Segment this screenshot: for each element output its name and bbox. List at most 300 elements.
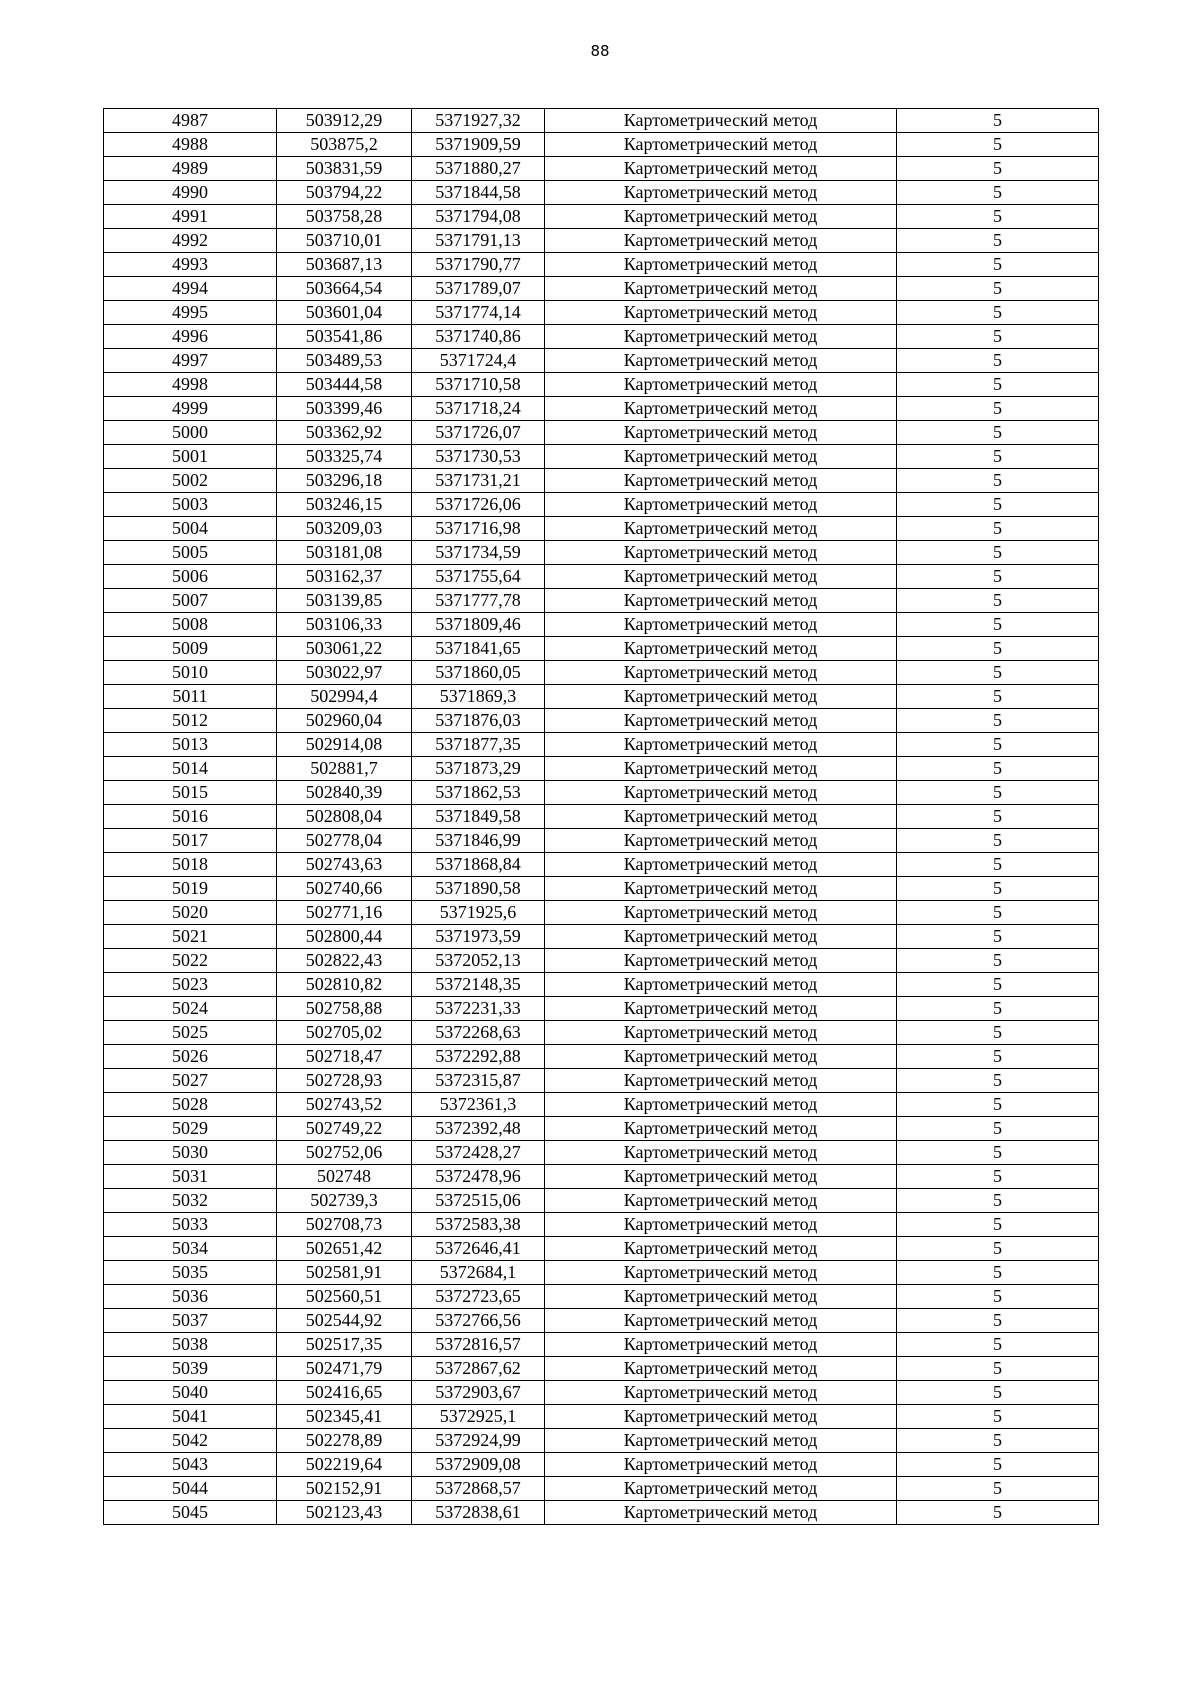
y-coordinate-cell: 5372838,61 — [412, 1501, 545, 1525]
point-number-cell: 5012 — [104, 709, 277, 733]
y-coordinate-cell: 5372867,62 — [412, 1357, 545, 1381]
x-coordinate-cell: 503362,92 — [277, 421, 412, 445]
accuracy-cell: 5 — [897, 661, 1099, 685]
y-coordinate-cell: 5371731,21 — [412, 469, 545, 493]
x-coordinate-cell: 502740,66 — [277, 877, 412, 901]
point-number-cell: 4991 — [104, 205, 277, 229]
point-number-cell: 5024 — [104, 997, 277, 1021]
accuracy-cell: 5 — [897, 589, 1099, 613]
x-coordinate-cell: 503541,86 — [277, 325, 412, 349]
method-cell: Картометрический метод — [545, 973, 897, 997]
point-number-cell: 4993 — [104, 253, 277, 277]
y-coordinate-cell: 5372478,96 — [412, 1165, 545, 1189]
table-row — [104, 1165, 1099, 1189]
accuracy-cell: 5 — [897, 1045, 1099, 1069]
y-coordinate-cell: 5371844,58 — [412, 181, 545, 205]
x-coordinate-cell: 502748 — [277, 1165, 412, 1189]
accuracy-cell: 5 — [897, 877, 1099, 901]
x-coordinate-cell: 502822,43 — [277, 949, 412, 973]
x-coordinate-cell: 503399,46 — [277, 397, 412, 421]
accuracy-cell: 5 — [897, 517, 1099, 541]
table-row — [104, 685, 1099, 709]
accuracy-cell: 5 — [897, 709, 1099, 733]
method-cell: Картометрический метод — [545, 301, 897, 325]
y-coordinate-cell: 5372723,65 — [412, 1285, 545, 1309]
accuracy-cell: 5 — [897, 325, 1099, 349]
y-coordinate-cell: 5372515,06 — [412, 1189, 545, 1213]
accuracy-cell: 5 — [897, 1477, 1099, 1501]
accuracy-cell: 5 — [897, 565, 1099, 589]
method-cell: Картометрический метод — [545, 613, 897, 637]
x-coordinate-cell: 502771,16 — [277, 901, 412, 925]
x-coordinate-cell: 503022,97 — [277, 661, 412, 685]
accuracy-cell: 5 — [897, 229, 1099, 253]
x-coordinate-cell: 502471,79 — [277, 1357, 412, 1381]
table-row — [104, 469, 1099, 493]
y-coordinate-cell: 5372052,13 — [412, 949, 545, 973]
y-coordinate-cell: 5372583,38 — [412, 1213, 545, 1237]
point-number-cell: 5008 — [104, 613, 277, 637]
accuracy-cell: 5 — [897, 613, 1099, 637]
table-row — [104, 229, 1099, 253]
accuracy-cell: 5 — [897, 469, 1099, 493]
point-number-cell: 5004 — [104, 517, 277, 541]
x-coordinate-cell: 502810,82 — [277, 973, 412, 997]
y-coordinate-cell: 5372428,27 — [412, 1141, 545, 1165]
y-coordinate-cell: 5371890,58 — [412, 877, 545, 901]
y-coordinate-cell: 5371730,53 — [412, 445, 545, 469]
point-number-cell: 5045 — [104, 1501, 277, 1525]
y-coordinate-cell: 5371846,99 — [412, 829, 545, 853]
point-number-cell: 5021 — [104, 925, 277, 949]
method-cell: Картометрический метод — [545, 253, 897, 277]
accuracy-cell: 5 — [897, 1165, 1099, 1189]
x-coordinate-cell: 503139,85 — [277, 589, 412, 613]
method-cell: Картометрический метод — [545, 1189, 897, 1213]
y-coordinate-cell: 5371868,84 — [412, 853, 545, 877]
x-coordinate-cell: 502914,08 — [277, 733, 412, 757]
method-cell: Картометрический метод — [545, 829, 897, 853]
x-coordinate-cell: 502517,35 — [277, 1333, 412, 1357]
x-coordinate-cell: 503875,2 — [277, 133, 412, 157]
x-coordinate-cell: 503831,59 — [277, 157, 412, 181]
method-cell: Картометрический метод — [545, 1453, 897, 1477]
accuracy-cell: 5 — [897, 445, 1099, 469]
table-row — [104, 253, 1099, 277]
x-coordinate-cell: 503209,03 — [277, 517, 412, 541]
table-row — [104, 1261, 1099, 1285]
point-number-cell: 5027 — [104, 1069, 277, 1093]
y-coordinate-cell: 5371726,06 — [412, 493, 545, 517]
method-cell: Картометрический метод — [545, 397, 897, 421]
y-coordinate-cell: 5372231,33 — [412, 997, 545, 1021]
table-row — [104, 949, 1099, 973]
method-cell: Картометрический метод — [545, 661, 897, 685]
accuracy-cell: 5 — [897, 109, 1099, 133]
point-number-cell: 5003 — [104, 493, 277, 517]
y-coordinate-cell: 5371862,53 — [412, 781, 545, 805]
method-cell: Картометрический метод — [545, 685, 897, 709]
x-coordinate-cell: 502219,64 — [277, 1453, 412, 1477]
accuracy-cell: 5 — [897, 1285, 1099, 1309]
x-coordinate-cell: 503912,29 — [277, 109, 412, 133]
point-number-cell: 4988 — [104, 133, 277, 157]
y-coordinate-cell: 5371880,27 — [412, 157, 545, 181]
table-row — [104, 205, 1099, 229]
table-row — [104, 661, 1099, 685]
y-coordinate-cell: 5371809,46 — [412, 613, 545, 637]
x-coordinate-cell: 503794,22 — [277, 181, 412, 205]
accuracy-cell: 5 — [897, 1453, 1099, 1477]
accuracy-cell: 5 — [897, 1213, 1099, 1237]
point-number-cell: 5037 — [104, 1309, 277, 1333]
x-coordinate-cell: 503162,37 — [277, 565, 412, 589]
accuracy-cell: 5 — [897, 301, 1099, 325]
x-coordinate-cell: 502881,7 — [277, 757, 412, 781]
y-coordinate-cell: 5372268,63 — [412, 1021, 545, 1045]
table-row — [104, 781, 1099, 805]
x-coordinate-cell: 502581,91 — [277, 1261, 412, 1285]
y-coordinate-cell: 5371718,24 — [412, 397, 545, 421]
table-row — [104, 997, 1099, 1021]
x-coordinate-cell: 502960,04 — [277, 709, 412, 733]
method-cell: Картометрический метод — [545, 757, 897, 781]
accuracy-cell: 5 — [897, 637, 1099, 661]
y-coordinate-cell: 5372315,87 — [412, 1069, 545, 1093]
y-coordinate-cell: 5372903,67 — [412, 1381, 545, 1405]
table-row — [104, 925, 1099, 949]
point-number-cell: 5010 — [104, 661, 277, 685]
x-coordinate-cell: 503246,15 — [277, 493, 412, 517]
x-coordinate-cell: 503687,13 — [277, 253, 412, 277]
method-cell: Картометрический метод — [545, 181, 897, 205]
method-cell: Картометрический метод — [545, 1141, 897, 1165]
table-row — [104, 1405, 1099, 1429]
method-cell: Картометрический метод — [545, 349, 897, 373]
method-cell: Картометрический метод — [545, 445, 897, 469]
x-coordinate-cell: 503710,01 — [277, 229, 412, 253]
y-coordinate-cell: 5372646,41 — [412, 1237, 545, 1261]
y-coordinate-cell: 5371909,59 — [412, 133, 545, 157]
y-coordinate-cell: 5372766,56 — [412, 1309, 545, 1333]
method-cell: Картометрический метод — [545, 517, 897, 541]
table-row — [104, 1501, 1099, 1525]
table-row — [104, 1453, 1099, 1477]
point-number-cell: 5034 — [104, 1237, 277, 1261]
table-row — [104, 1141, 1099, 1165]
method-cell: Картометрический метод — [545, 1501, 897, 1525]
y-coordinate-cell: 5372392,48 — [412, 1117, 545, 1141]
method-cell: Картометрический метод — [545, 1165, 897, 1189]
table-row — [104, 109, 1099, 133]
point-number-cell: 5017 — [104, 829, 277, 853]
y-coordinate-cell: 5371876,03 — [412, 709, 545, 733]
table-row — [104, 157, 1099, 181]
accuracy-cell: 5 — [897, 1501, 1099, 1525]
table-row — [104, 877, 1099, 901]
table-row — [104, 1237, 1099, 1261]
y-coordinate-cell: 5371791,13 — [412, 229, 545, 253]
accuracy-cell: 5 — [897, 1429, 1099, 1453]
point-number-cell: 5000 — [104, 421, 277, 445]
point-number-cell: 5016 — [104, 805, 277, 829]
table-row — [104, 613, 1099, 637]
method-cell: Картометрический метод — [545, 1285, 897, 1309]
table-row — [104, 445, 1099, 469]
method-cell: Картометрический метод — [545, 853, 897, 877]
table-row — [104, 301, 1099, 325]
point-number-cell: 5029 — [104, 1117, 277, 1141]
accuracy-cell: 5 — [897, 781, 1099, 805]
y-coordinate-cell: 5371794,08 — [412, 205, 545, 229]
table-row — [104, 397, 1099, 421]
method-cell: Картометрический метод — [545, 1405, 897, 1429]
x-coordinate-cell: 502743,63 — [277, 853, 412, 877]
accuracy-cell: 5 — [897, 181, 1099, 205]
y-coordinate-cell: 5372868,57 — [412, 1477, 545, 1501]
method-cell: Картометрический метод — [545, 1021, 897, 1045]
method-cell: Картометрический метод — [545, 1069, 897, 1093]
x-coordinate-cell: 502840,39 — [277, 781, 412, 805]
table-row — [104, 1357, 1099, 1381]
accuracy-cell: 5 — [897, 1261, 1099, 1285]
y-coordinate-cell: 5371724,4 — [412, 349, 545, 373]
accuracy-cell: 5 — [897, 1381, 1099, 1405]
accuracy-cell: 5 — [897, 973, 1099, 997]
x-coordinate-cell: 502728,93 — [277, 1069, 412, 1093]
point-number-cell: 5030 — [104, 1141, 277, 1165]
table-row — [104, 805, 1099, 829]
x-coordinate-cell: 502278,89 — [277, 1429, 412, 1453]
method-cell: Картометрический метод — [545, 277, 897, 301]
y-coordinate-cell: 5371774,14 — [412, 301, 545, 325]
coordinates-table — [103, 108, 1099, 1525]
x-coordinate-cell: 503601,04 — [277, 301, 412, 325]
point-number-cell: 5026 — [104, 1045, 277, 1069]
x-coordinate-cell: 503181,08 — [277, 541, 412, 565]
table-row — [104, 1429, 1099, 1453]
point-number-cell: 5032 — [104, 1189, 277, 1213]
method-cell: Картометрический метод — [545, 589, 897, 613]
method-cell: Картометрический метод — [545, 1429, 897, 1453]
point-number-cell: 5018 — [104, 853, 277, 877]
point-number-cell: 5043 — [104, 1453, 277, 1477]
y-coordinate-cell: 5371849,58 — [412, 805, 545, 829]
x-coordinate-cell: 502560,51 — [277, 1285, 412, 1309]
x-coordinate-cell: 502800,44 — [277, 925, 412, 949]
accuracy-cell: 5 — [897, 1093, 1099, 1117]
y-coordinate-cell: 5371877,35 — [412, 733, 545, 757]
method-cell: Картометрический метод — [545, 1309, 897, 1333]
x-coordinate-cell: 502416,65 — [277, 1381, 412, 1405]
method-cell: Картометрический метод — [545, 949, 897, 973]
accuracy-cell: 5 — [897, 493, 1099, 517]
point-number-cell: 5005 — [104, 541, 277, 565]
table-row — [104, 133, 1099, 157]
method-cell: Картометрический метод — [545, 805, 897, 829]
table-row — [104, 421, 1099, 445]
x-coordinate-cell: 502705,02 — [277, 1021, 412, 1045]
point-number-cell: 5011 — [104, 685, 277, 709]
point-number-cell: 5023 — [104, 973, 277, 997]
accuracy-cell: 5 — [897, 1117, 1099, 1141]
accuracy-cell: 5 — [897, 757, 1099, 781]
accuracy-cell: 5 — [897, 277, 1099, 301]
x-coordinate-cell: 503489,53 — [277, 349, 412, 373]
accuracy-cell: 5 — [897, 1237, 1099, 1261]
point-number-cell: 5002 — [104, 469, 277, 493]
y-coordinate-cell: 5371925,6 — [412, 901, 545, 925]
y-coordinate-cell: 5371873,29 — [412, 757, 545, 781]
y-coordinate-cell: 5371860,05 — [412, 661, 545, 685]
point-number-cell: 5039 — [104, 1357, 277, 1381]
table-row — [104, 517, 1099, 541]
y-coordinate-cell: 5371755,64 — [412, 565, 545, 589]
point-number-cell: 4999 — [104, 397, 277, 421]
y-coordinate-cell: 5371740,86 — [412, 325, 545, 349]
y-coordinate-cell: 5372684,1 — [412, 1261, 545, 1285]
table-row — [104, 181, 1099, 205]
accuracy-cell: 5 — [897, 901, 1099, 925]
table-row — [104, 1477, 1099, 1501]
coordinates-table-body — [104, 109, 1099, 1525]
x-coordinate-cell: 502544,92 — [277, 1309, 412, 1333]
y-coordinate-cell: 5371789,07 — [412, 277, 545, 301]
method-cell: Картометрический метод — [545, 1261, 897, 1285]
x-coordinate-cell: 503296,18 — [277, 469, 412, 493]
x-coordinate-cell: 502345,41 — [277, 1405, 412, 1429]
accuracy-cell: 5 — [897, 733, 1099, 757]
method-cell: Картометрический метод — [545, 373, 897, 397]
point-number-cell: 5033 — [104, 1213, 277, 1237]
method-cell: Картометрический метод — [545, 997, 897, 1021]
point-number-cell: 4998 — [104, 373, 277, 397]
x-coordinate-cell: 503664,54 — [277, 277, 412, 301]
point-number-cell: 5040 — [104, 1381, 277, 1405]
method-cell: Картометрический метод — [545, 1237, 897, 1261]
x-coordinate-cell: 503061,22 — [277, 637, 412, 661]
accuracy-cell: 5 — [897, 1333, 1099, 1357]
method-cell: Картометрический метод — [545, 109, 897, 133]
y-coordinate-cell: 5371841,65 — [412, 637, 545, 661]
x-coordinate-cell: 502123,43 — [277, 1501, 412, 1525]
method-cell: Картометрический метод — [545, 781, 897, 805]
table-row — [104, 493, 1099, 517]
point-number-cell: 5015 — [104, 781, 277, 805]
point-number-cell: 5009 — [104, 637, 277, 661]
point-number-cell: 5028 — [104, 1093, 277, 1117]
table-row — [104, 1285, 1099, 1309]
accuracy-cell: 5 — [897, 349, 1099, 373]
table-row — [104, 829, 1099, 853]
table-row — [104, 1333, 1099, 1357]
table-row — [104, 541, 1099, 565]
x-coordinate-cell: 502651,42 — [277, 1237, 412, 1261]
x-coordinate-cell: 502994,4 — [277, 685, 412, 709]
table-row — [104, 1117, 1099, 1141]
accuracy-cell: 5 — [897, 1141, 1099, 1165]
method-cell: Картометрический метод — [545, 1357, 897, 1381]
table-row — [104, 973, 1099, 997]
y-coordinate-cell: 5371734,59 — [412, 541, 545, 565]
method-cell: Картометрический метод — [545, 1045, 897, 1069]
x-coordinate-cell: 503758,28 — [277, 205, 412, 229]
table-row — [104, 589, 1099, 613]
point-number-cell: 4992 — [104, 229, 277, 253]
method-cell: Картометрический метод — [545, 709, 897, 733]
accuracy-cell: 5 — [897, 829, 1099, 853]
table-row — [104, 1309, 1099, 1333]
table-row — [104, 1093, 1099, 1117]
point-number-cell: 4994 — [104, 277, 277, 301]
method-cell: Картометрический метод — [545, 877, 897, 901]
x-coordinate-cell: 502152,91 — [277, 1477, 412, 1501]
method-cell: Картометрический метод — [545, 1117, 897, 1141]
table-row — [104, 373, 1099, 397]
accuracy-cell: 5 — [897, 925, 1099, 949]
point-number-cell: 5022 — [104, 949, 277, 973]
y-coordinate-cell: 5371716,98 — [412, 517, 545, 541]
table-row — [104, 1381, 1099, 1405]
accuracy-cell: 5 — [897, 1405, 1099, 1429]
method-cell: Картометрический метод — [545, 133, 897, 157]
point-number-cell: 4990 — [104, 181, 277, 205]
accuracy-cell: 5 — [897, 157, 1099, 181]
accuracy-cell: 5 — [897, 805, 1099, 829]
method-cell: Картометрический метод — [545, 1213, 897, 1237]
method-cell: Картометрический метод — [545, 469, 897, 493]
accuracy-cell: 5 — [897, 541, 1099, 565]
method-cell: Картометрический метод — [545, 1477, 897, 1501]
point-number-cell: 5019 — [104, 877, 277, 901]
accuracy-cell: 5 — [897, 1309, 1099, 1333]
point-number-cell: 5006 — [104, 565, 277, 589]
x-coordinate-cell: 503444,58 — [277, 373, 412, 397]
point-number-cell: 4995 — [104, 301, 277, 325]
accuracy-cell: 5 — [897, 1021, 1099, 1045]
point-number-cell: 5020 — [104, 901, 277, 925]
method-cell: Картометрический метод — [545, 1333, 897, 1357]
accuracy-cell: 5 — [897, 685, 1099, 709]
x-coordinate-cell: 503106,33 — [277, 613, 412, 637]
x-coordinate-cell: 502758,88 — [277, 997, 412, 1021]
accuracy-cell: 5 — [897, 133, 1099, 157]
method-cell: Картометрический метод — [545, 205, 897, 229]
method-cell: Картометрический метод — [545, 637, 897, 661]
table-row — [104, 709, 1099, 733]
point-number-cell: 5031 — [104, 1165, 277, 1189]
point-number-cell: 4997 — [104, 349, 277, 373]
table-row — [104, 325, 1099, 349]
y-coordinate-cell: 5372909,08 — [412, 1453, 545, 1477]
x-coordinate-cell: 502808,04 — [277, 805, 412, 829]
y-coordinate-cell: 5371777,78 — [412, 589, 545, 613]
y-coordinate-cell: 5372292,88 — [412, 1045, 545, 1069]
table-row — [104, 1069, 1099, 1093]
method-cell: Картометрический метод — [545, 565, 897, 589]
point-number-cell: 4996 — [104, 325, 277, 349]
accuracy-cell: 5 — [897, 997, 1099, 1021]
x-coordinate-cell: 502708,73 — [277, 1213, 412, 1237]
method-cell: Картометрический метод — [545, 925, 897, 949]
table-row — [104, 349, 1099, 373]
point-number-cell: 5014 — [104, 757, 277, 781]
y-coordinate-cell: 5371726,07 — [412, 421, 545, 445]
method-cell: Картометрический метод — [545, 901, 897, 925]
method-cell: Картометрический метод — [545, 157, 897, 181]
table-row — [104, 1021, 1099, 1045]
table-row — [104, 853, 1099, 877]
